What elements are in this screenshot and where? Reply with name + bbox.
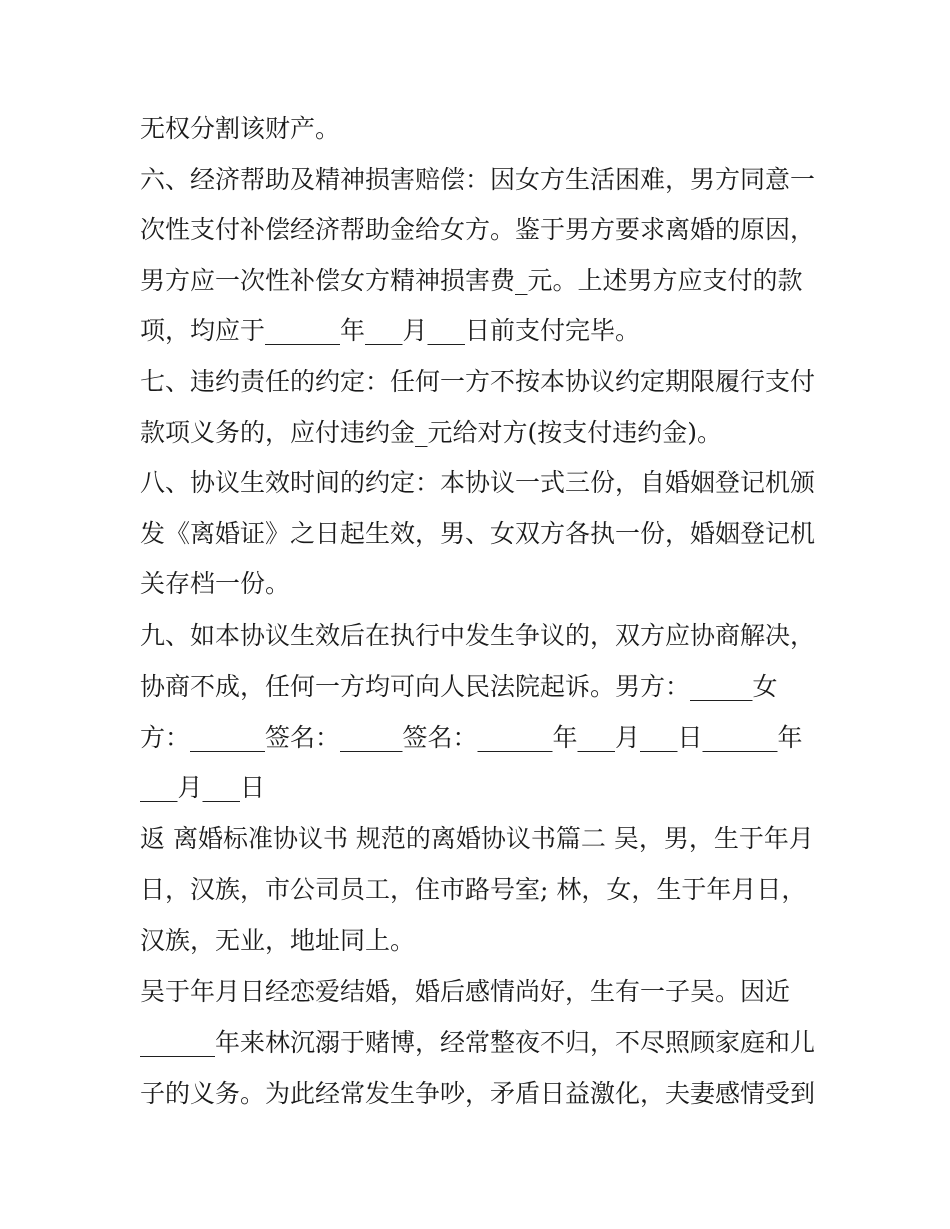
text-line-2: 六、经济帮助及精神损害赔偿：因女方生活困难，男方同意一 [140,165,816,194]
text-line-10: 关存档一份。 [140,569,291,598]
text-line-19: ______年来林沉溺于赌博，经常整夜不归，不尽照顾家庭和儿 [140,1028,816,1057]
text-line-9: 发《离婚证》之日起生效，男、女双方各执一份，婚姻登记机 [140,519,816,548]
text-line-4: 男方应一次性补偿女方精神损害费_元。上述男方应支付的款 [140,266,803,295]
text-line-7: 款项义务的，应付违约金_元给对方(按支付违约金)。 [140,418,723,447]
text-line-1: 无权分割该财产。 [140,114,341,143]
text-line-15: 返 离婚标准协议书 规范的离婚协议书篇二 吴，男，生于年月 [140,824,814,853]
text-line-12: 协商不成，任何一方均可向人民法院起诉。男方：_____女 [140,672,778,701]
text-line-8: 八、协议生效时间的约定：本协议一式三份，自婚姻登记机颁 [140,468,816,497]
text-line-5: 项，均应于______年___月___日前支付完毕。 [140,316,641,345]
text-line-14: ___月___日 [140,773,266,802]
text-line-18: 吴于年月日经恋爱结婚，婚后感情尚好，生有一子吴。因近 [140,977,791,1006]
text-line-13: 方：______签名：_____签名：______年___月___日______年 [140,723,803,752]
text-line-3: 次性支付补偿经济帮助金给女方。鉴于男方要求离婚的原因， [140,215,816,244]
text-line-17: 汉族，无业，地址同上。 [140,926,416,955]
text-line-11: 九、如本协议生效后在执行中发生争议的，双方应协商解决， [140,621,816,650]
text-line-20: 子的义务。为此经常发生争吵，矛盾日益激化，夫妻感情受到 [140,1079,816,1108]
text-line-6: 七、违约责任的约定：任何一方不按本协议约定期限履行支付 [140,367,816,396]
text-line-16: 日，汉族，市公司员工，住市路号室; 林，女，生于年月日， [140,875,807,904]
